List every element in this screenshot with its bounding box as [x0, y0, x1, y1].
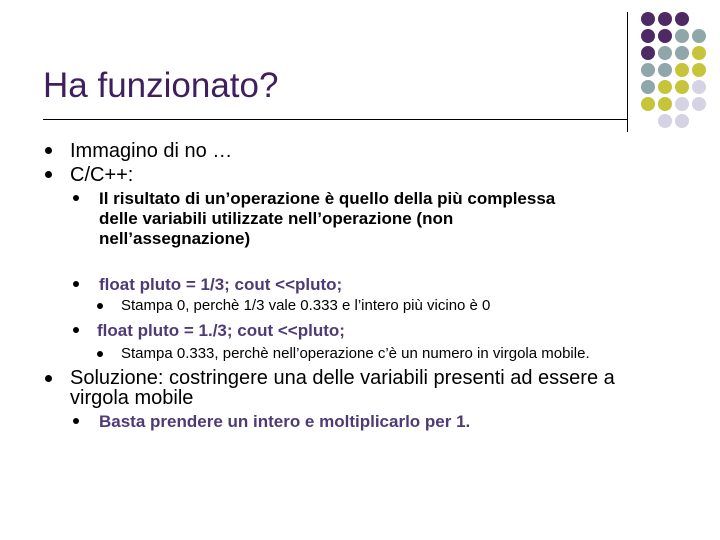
- decor-dot: [641, 12, 655, 26]
- title-divider-vertical: [627, 12, 628, 132]
- bullet-text: C/C++:: [70, 164, 134, 186]
- decor-dot: [692, 46, 706, 60]
- bullet-text: delle variabili utilizzate nell’operazione (non: [99, 209, 454, 228]
- decor-dot: [641, 46, 655, 60]
- decor-dot: [692, 97, 706, 111]
- bullet-dot: [45, 375, 52, 382]
- decor-dot: [675, 114, 689, 128]
- bullet-text: Soluzione: costringere una delle variabili presenti ad essere a: [70, 367, 615, 389]
- decor-dot: [658, 46, 672, 60]
- decor-dot: [641, 97, 655, 111]
- bullet-text: Stampa 0.333, perchè nell’operazione c’è un numero in virgola mobile.: [121, 345, 590, 362]
- decor-dot: [641, 29, 655, 43]
- decor-dot: [658, 63, 672, 77]
- bullet-text: Il risultato di un’operazione è quello della più complessa: [99, 189, 556, 208]
- decor-dot: [675, 80, 689, 94]
- bullet-text: nell’assegnazione): [99, 229, 251, 248]
- bullet-text: virgola mobile: [70, 387, 194, 409]
- bullet-dot: [73, 281, 79, 287]
- decor-dot: [658, 97, 672, 111]
- slide-title: Ha funzionato?: [43, 66, 279, 105]
- code-bullet-text: float pluto = 1./3; cout <<pluto;: [97, 321, 345, 340]
- decor-dot: [658, 114, 672, 128]
- decor-dot: [692, 29, 706, 43]
- decor-dot: [658, 12, 672, 26]
- bullet-dot: [97, 303, 103, 309]
- bullet-dot: [97, 351, 103, 357]
- decor-dot: [675, 46, 689, 60]
- code-bullet-text: float pluto = 1/3; cout <<pluto;: [99, 275, 343, 294]
- decor-dot: [658, 80, 672, 94]
- bullet-dot: [73, 195, 79, 201]
- bullet-dot: [45, 171, 52, 178]
- bullet-text: Basta prendere un intero e moltiplicarlo per 1.: [99, 412, 471, 431]
- decor-dot: [692, 63, 706, 77]
- decor-dot: [675, 12, 689, 26]
- bullet-text: Immagino di no …: [70, 140, 233, 162]
- title-divider-horizontal: [43, 119, 627, 120]
- decor-dot: [641, 80, 655, 94]
- bullet-text: Stampa 0, perchè 1/3 vale 0.333 e l’intero più vicino è 0: [121, 297, 491, 314]
- bullet-dot: [73, 418, 79, 424]
- decor-dot: [675, 29, 689, 43]
- decor-dot: [675, 63, 689, 77]
- decor-dot: [692, 80, 706, 94]
- bullet-dot: [73, 327, 79, 333]
- decor-dot: [641, 63, 655, 77]
- bullet-dot: [45, 147, 52, 154]
- decor-dot: [675, 97, 689, 111]
- decor-dot: [658, 29, 672, 43]
